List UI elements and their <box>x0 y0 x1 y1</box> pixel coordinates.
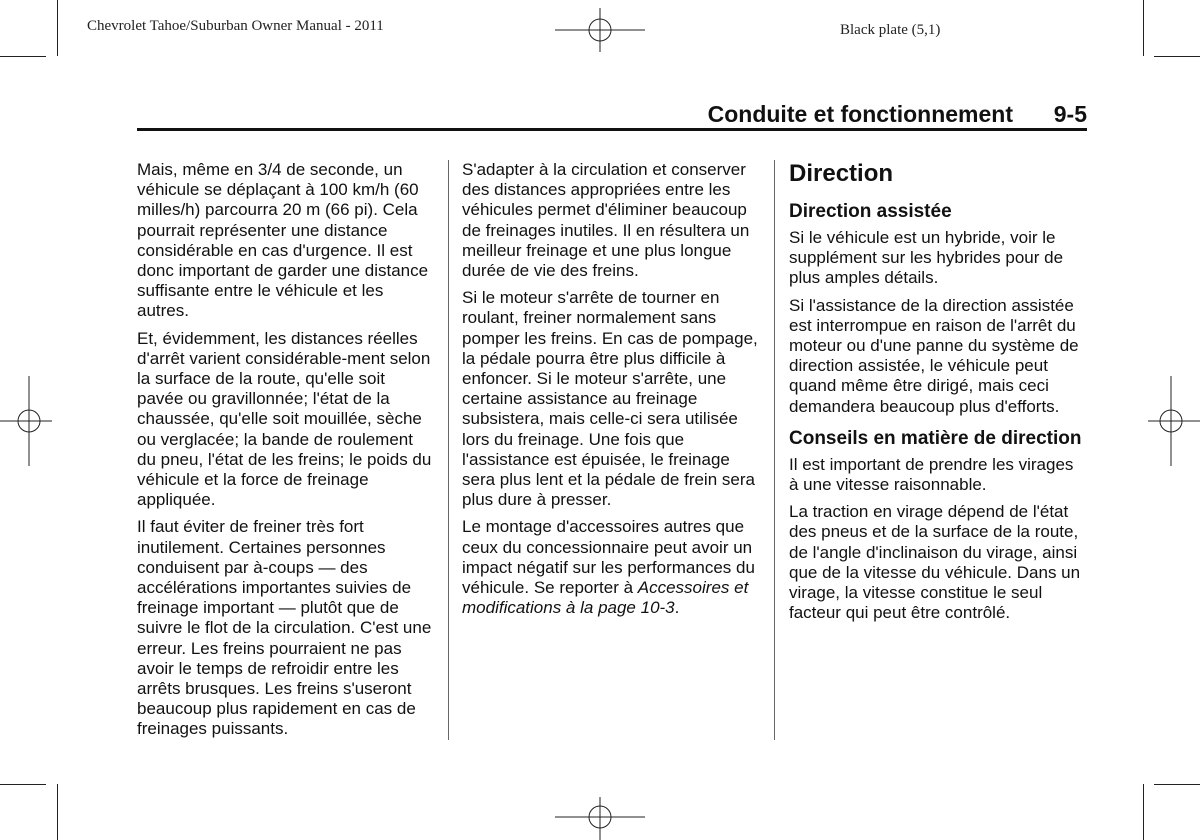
paragraph: Mais, même en 3/4 de seconde, un véhicule se déplaçant à 100 km/h (60 milles/h) parcourra 20 m (66 pi). Cela pourrait représenter une distance considérable en cas d'urgence. Il est donc important de garder une distance suffisante entre le véhicule et les autres. <box>137 160 429 321</box>
paragraph-end: . <box>674 598 680 618</box>
text-column-2 <box>462 160 758 625</box>
paragraph: S'adapter à la circulation et conserver des distances appropriées entre les véhicules permet d'éliminer beaucoup de freinages inutiles. Il en résultera un meilleur freinage et une plus longue durée de vie des freins. <box>462 160 750 281</box>
text-column-3 <box>789 160 1087 630</box>
paragraph: Il est important de prendre les virages à une vitesse raisonnable. <box>789 454 1074 495</box>
paragraph: Il faut éviter de freiner très fort inutilement. Certaines personnes conduisent par à-coups — des accélérations importantes suivies de freinage important — plutôt que de suivre le flot de la circulation. C'est une erreur. Les freins pourraient ne pas avoir le temps de refroidir entre les arrêts brusques. Les freins s'useront beaucoup plus rapidement en cas de freinages puissants. <box>137 517 432 739</box>
column-divider <box>448 160 449 740</box>
header-rule <box>137 128 1087 131</box>
print-meta-plate: Black plate (5,1) <box>840 22 941 38</box>
text-column-1 <box>137 160 433 747</box>
print-meta-title: Chevrolet Tahoe/Suburban Owner Manual - 2011 <box>87 18 384 34</box>
column-divider <box>774 160 775 740</box>
paragraph: Si le véhicule est un hybride, voir le supplément sur les hybrides pour de plus amples détails. <box>789 228 1064 288</box>
crop-mark-top-left-h <box>0 56 46 57</box>
subsection-title: Conseils en matière de direction <box>789 427 1082 449</box>
paragraph: Si le moteur s'arrête de tourner en roulant, freiner normalement sans pomper les freins. En cas de pompage, la pédale pourra être plus difficile à enfoncer. Si le moteur s'arrête, une certaine assistance au freinage subsistera, mais celle-ci sera utilisée lors du freinage. Une fois que l'assistance est épuisée, le freinage sera plus lent et la pédale de frein sera plus dure à presser. <box>462 288 758 510</box>
registration-mark-top <box>555 8 645 52</box>
paragraph: Et, évidemment, les distances réelles d'arrêt varient considérable-ment selon la surface de la route, qu'elle soit pavée ou gravillonnée; l'état de la chaussée, qu'elle soit mouillée, sèche ou verglacée; la bande de roulement du pneu, l'état de les freins; le poids du véhicule et la force de freinage appliquée. <box>137 328 432 510</box>
crop-mark-bottom-left-v <box>57 784 58 840</box>
crop-mark-bottom-right-v <box>1143 784 1144 840</box>
registration-mark-right <box>1148 376 1200 466</box>
subsection-title: Direction assistée <box>789 201 952 222</box>
registration-mark-bottom <box>555 797 645 840</box>
cross-reference-link[interactable]: Accessoires et modifications à la page 10-3 <box>462 578 749 618</box>
paragraph-text: Le montage d'accessoires autres que ceux du concessionnaire peut avoir un impact négatif sur les performances du véhicule. Se reporter à <box>462 517 755 598</box>
crop-mark-bottom-left-h <box>0 784 46 785</box>
crop-mark-top-right-v <box>1143 0 1144 56</box>
paragraph: La traction en virage dépend de l'état des pneus et de la surface de la route, de l'angle d'inclinaison du virage, ainsi que de la vitesse du véhicule. Dans un virage, la vitesse constitue le seul facteur qui peut être contrôlé. <box>789 502 1081 623</box>
page-number: 9-5 <box>1053 101 1087 127</box>
registration-mark-left <box>0 376 52 466</box>
crop-mark-top-right-h <box>1154 56 1200 57</box>
paragraph: Si l'assistance de la direction assistée est interrompue en raison de l'arrêt du moteur ou d'une panne du système de direction assistée, le véhicule peut quand même être dirigé, mais ceci demandera beaucoup plus d'efforts. <box>789 295 1079 416</box>
crop-mark-bottom-right-h <box>1154 784 1200 785</box>
section-title: Direction <box>789 160 894 187</box>
crop-mark-top-left-v <box>57 0 58 56</box>
paragraph-with-reference <box>462 517 758 618</box>
page-header <box>137 100 1087 130</box>
chapter-title: Conduite et fonctionnement <box>707 101 1013 127</box>
